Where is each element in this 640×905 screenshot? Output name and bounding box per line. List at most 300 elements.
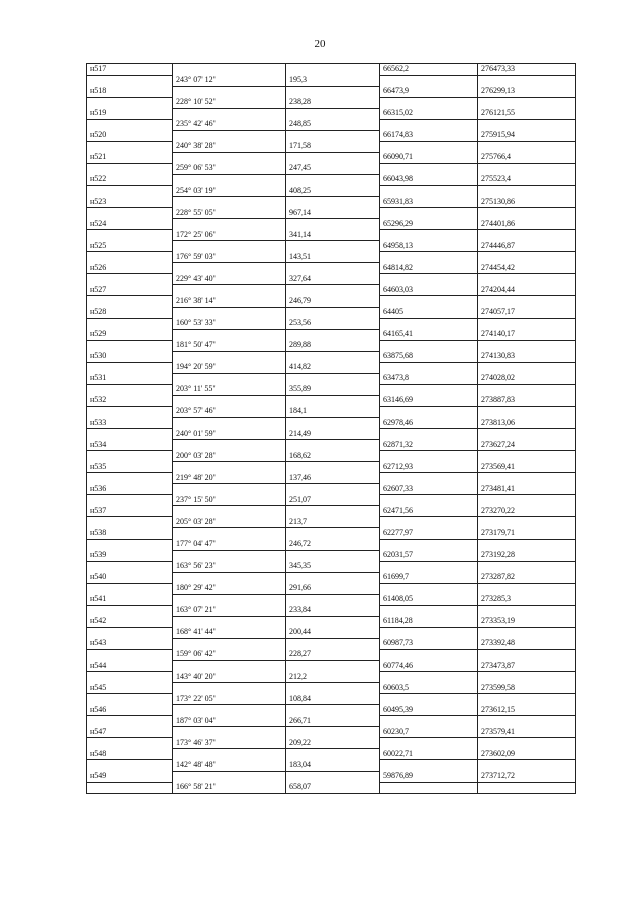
empty-cell (478, 429, 576, 440)
empty-cell (478, 782, 576, 794)
point-name: н533 (87, 418, 173, 429)
point-y: 273270,22 (478, 506, 576, 517)
point-y: 273285,3 (478, 594, 576, 605)
table-row (87, 97, 576, 108)
point-x: 62031,57 (380, 550, 478, 561)
point-y: 273599,58 (478, 683, 576, 694)
table-row (87, 561, 576, 572)
empty-cell (286, 572, 380, 583)
point-x: 64405 (380, 307, 478, 318)
point-x: 64165,41 (380, 329, 478, 340)
empty-cell (173, 749, 286, 760)
empty-cell (478, 539, 576, 550)
point-x: 64958,13 (380, 241, 478, 252)
table-row (87, 219, 576, 230)
point-x: 66473,9 (380, 86, 478, 97)
segment-angle: 187° 03' 04" (173, 716, 286, 727)
segment-angle: 166° 58' 21" (173, 782, 286, 794)
table-row (87, 517, 576, 528)
point-x: 66562,2 (380, 64, 478, 76)
segment-angle: 160° 53' 33" (173, 318, 286, 329)
point-y: 274140,17 (478, 329, 576, 340)
empty-cell (173, 727, 286, 738)
point-y: 275130,86 (478, 197, 576, 208)
empty-cell (173, 64, 286, 76)
segment-length: 184,1 (286, 406, 380, 417)
point-x: 66043,98 (380, 174, 478, 185)
empty-cell (87, 738, 173, 749)
empty-cell (478, 473, 576, 484)
point-y: 274446,87 (478, 241, 576, 252)
empty-cell (478, 340, 576, 351)
empty-cell (478, 208, 576, 219)
table-row (87, 683, 576, 694)
table-row (87, 451, 576, 462)
empty-cell (380, 605, 478, 616)
table-row (87, 86, 576, 97)
empty-cell (286, 506, 380, 517)
table-row (87, 263, 576, 274)
point-y: 275766,4 (478, 152, 576, 163)
point-x: 61408,05 (380, 594, 478, 605)
point-name: н547 (87, 727, 173, 738)
point-name: н529 (87, 329, 173, 340)
empty-cell (173, 506, 286, 517)
segment-angle: 240° 01' 59" (173, 429, 286, 440)
empty-cell (173, 594, 286, 605)
empty-cell (380, 274, 478, 285)
empty-cell (380, 97, 478, 108)
segment-length: 214,49 (286, 429, 380, 440)
table-row (87, 528, 576, 539)
table-row (87, 572, 576, 583)
empty-cell (87, 208, 173, 219)
empty-cell (173, 638, 286, 649)
empty-cell (380, 672, 478, 683)
empty-cell (286, 329, 380, 340)
point-name: н546 (87, 705, 173, 716)
point-y: 273481,41 (478, 484, 576, 495)
table-row (87, 395, 576, 406)
empty-cell (478, 274, 576, 285)
empty-cell (87, 517, 173, 528)
table-row (87, 440, 576, 451)
segment-length: 248,85 (286, 119, 380, 130)
table-row (87, 661, 576, 672)
empty-cell (380, 384, 478, 395)
segment-angle: 159° 06' 42" (173, 649, 286, 660)
empty-cell (286, 771, 380, 782)
empty-cell (87, 252, 173, 263)
empty-cell (478, 605, 576, 616)
point-y: 273887,83 (478, 395, 576, 406)
segment-length: 213,7 (286, 517, 380, 528)
empty-cell (478, 75, 576, 86)
empty-cell (380, 119, 478, 130)
segment-length: 171,58 (286, 141, 380, 152)
segment-angle: 173° 46' 37" (173, 738, 286, 749)
table-row (87, 749, 576, 760)
point-name: н549 (87, 771, 173, 782)
point-y: 274028,02 (478, 373, 576, 384)
empty-cell (173, 550, 286, 561)
point-name: н537 (87, 506, 173, 517)
segment-length: 212,2 (286, 672, 380, 683)
point-x: 65296,29 (380, 219, 478, 230)
table-row (87, 318, 576, 329)
segment-length: 341,14 (286, 230, 380, 241)
empty-cell (380, 429, 478, 440)
empty-cell (478, 738, 576, 749)
segment-angle: 237° 15' 50" (173, 495, 286, 506)
segment-angle: 181° 50' 47" (173, 340, 286, 351)
table-row (87, 539, 576, 550)
point-y: 274454,42 (478, 263, 576, 274)
empty-cell (380, 495, 478, 506)
segment-angle: 228° 10' 52" (173, 97, 286, 108)
empty-cell (173, 661, 286, 672)
empty-cell (286, 484, 380, 495)
empty-cell (173, 219, 286, 230)
table-row (87, 186, 576, 197)
point-x: 60987,73 (380, 638, 478, 649)
segment-angle: 172° 25' 06" (173, 230, 286, 241)
point-x: 66090,71 (380, 152, 478, 163)
empty-cell (380, 561, 478, 572)
empty-cell (286, 86, 380, 97)
empty-cell (87, 627, 173, 638)
table-row (87, 329, 576, 340)
table-row (87, 638, 576, 649)
empty-cell (286, 241, 380, 252)
empty-cell (380, 539, 478, 550)
empty-cell (380, 163, 478, 174)
empty-cell (87, 296, 173, 307)
empty-cell (173, 108, 286, 119)
empty-cell (478, 583, 576, 594)
segment-angle: 176° 59' 03" (173, 252, 286, 263)
empty-cell (478, 627, 576, 638)
segment-length: 327,64 (286, 274, 380, 285)
segment-length: 143,51 (286, 252, 380, 263)
empty-cell (87, 186, 173, 197)
empty-cell (87, 694, 173, 705)
segment-length: 168,62 (286, 451, 380, 462)
empty-cell (286, 64, 380, 76)
empty-cell (173, 572, 286, 583)
segment-length: 200,44 (286, 627, 380, 638)
point-x: 62607,33 (380, 484, 478, 495)
segment-length: 246,72 (286, 539, 380, 550)
empty-cell (380, 340, 478, 351)
table-row (87, 484, 576, 495)
empty-cell (87, 119, 173, 130)
empty-cell (478, 230, 576, 241)
empty-cell (87, 649, 173, 660)
point-y: 273712,72 (478, 771, 576, 782)
empty-cell (87, 782, 173, 794)
point-x: 65931,83 (380, 197, 478, 208)
empty-cell (286, 550, 380, 561)
empty-cell (173, 528, 286, 539)
point-name: н518 (87, 86, 173, 97)
point-y: 274057,17 (478, 307, 576, 318)
table-row (87, 429, 576, 440)
empty-cell (286, 661, 380, 672)
segment-angle: 235° 42' 46" (173, 119, 286, 130)
empty-cell (380, 141, 478, 152)
point-name: н520 (87, 130, 173, 141)
empty-cell (286, 307, 380, 318)
segment-angle: 163° 07' 21" (173, 605, 286, 616)
empty-cell (478, 451, 576, 462)
empty-cell (286, 285, 380, 296)
table-row (87, 605, 576, 616)
point-name: н527 (87, 285, 173, 296)
point-x: 62712,93 (380, 462, 478, 473)
table-row (87, 351, 576, 362)
empty-cell (478, 694, 576, 705)
empty-cell (286, 462, 380, 473)
empty-cell (478, 406, 576, 417)
point-name: н534 (87, 440, 173, 451)
segment-length: 108,84 (286, 694, 380, 705)
point-y: 273612,15 (478, 705, 576, 716)
table-row (87, 362, 576, 373)
empty-cell (286, 705, 380, 716)
point-x: 64814,82 (380, 263, 478, 274)
empty-cell (478, 141, 576, 152)
table-row (87, 296, 576, 307)
point-name: н524 (87, 219, 173, 230)
empty-cell (478, 561, 576, 572)
empty-cell (87, 318, 173, 329)
table-row (87, 550, 576, 561)
table-row (87, 782, 576, 794)
empty-cell (87, 583, 173, 594)
point-y: 274204,44 (478, 285, 576, 296)
empty-cell (380, 208, 478, 219)
point-x: 60022,71 (380, 749, 478, 760)
point-name: н535 (87, 462, 173, 473)
segment-angle: 254° 03' 19" (173, 186, 286, 197)
empty-cell (286, 418, 380, 429)
segment-angle: 142° 48' 48" (173, 760, 286, 771)
table-row (87, 163, 576, 174)
empty-cell (173, 484, 286, 495)
table-row (87, 307, 576, 318)
page-number: 20 (314, 38, 326, 50)
coordinates-table (86, 63, 576, 794)
empty-cell (87, 340, 173, 351)
segment-angle: 203° 11' 55" (173, 384, 286, 395)
segment-angle: 173° 22' 05" (173, 694, 286, 705)
point-x: 59876,89 (380, 771, 478, 782)
empty-cell (87, 495, 173, 506)
empty-cell (286, 197, 380, 208)
point-name: н522 (87, 174, 173, 185)
empty-cell (173, 395, 286, 406)
empty-cell (380, 451, 478, 462)
empty-cell (173, 329, 286, 340)
table-row (87, 495, 576, 506)
empty-cell (286, 108, 380, 119)
point-x: 63146,69 (380, 395, 478, 406)
empty-cell (173, 197, 286, 208)
segment-length: 238,28 (286, 97, 380, 108)
empty-cell (380, 230, 478, 241)
segment-angle: 240° 38' 28" (173, 141, 286, 152)
empty-cell (286, 263, 380, 274)
point-name: н523 (87, 197, 173, 208)
empty-cell (286, 351, 380, 362)
table-row (87, 672, 576, 683)
empty-cell (478, 362, 576, 373)
table-row (87, 108, 576, 119)
empty-cell (286, 749, 380, 760)
empty-cell (286, 683, 380, 694)
point-y: 273392,48 (478, 638, 576, 649)
point-y: 273353,19 (478, 616, 576, 627)
point-name: н517 (87, 64, 173, 76)
point-x: 61699,7 (380, 572, 478, 583)
empty-cell (87, 716, 173, 727)
empty-cell (478, 760, 576, 771)
empty-cell (380, 318, 478, 329)
table-row (87, 340, 576, 351)
table-row (87, 197, 576, 208)
empty-cell (380, 760, 478, 771)
point-y: 273192,28 (478, 550, 576, 561)
empty-cell (87, 384, 173, 395)
table-row (87, 141, 576, 152)
empty-cell (478, 672, 576, 683)
empty-cell (87, 406, 173, 417)
segment-length: 195,3 (286, 75, 380, 86)
point-name: н545 (87, 683, 173, 694)
point-x: 63473,8 (380, 373, 478, 384)
empty-cell (286, 130, 380, 141)
empty-cell (286, 727, 380, 738)
empty-cell (380, 694, 478, 705)
empty-cell (380, 782, 478, 794)
empty-cell (286, 373, 380, 384)
point-x: 66174,83 (380, 130, 478, 141)
empty-cell (380, 186, 478, 197)
empty-cell (87, 75, 173, 86)
table-row (87, 649, 576, 660)
empty-cell (380, 738, 478, 749)
point-y: 273579,41 (478, 727, 576, 738)
point-y: 273179,71 (478, 528, 576, 539)
empty-cell (173, 285, 286, 296)
segment-angle: 219° 48' 20" (173, 473, 286, 484)
segment-length: 967,14 (286, 208, 380, 219)
point-name: н548 (87, 749, 173, 760)
empty-cell (286, 594, 380, 605)
empty-cell (286, 528, 380, 539)
empty-cell (173, 152, 286, 163)
empty-cell (87, 760, 173, 771)
point-x: 62277,97 (380, 528, 478, 539)
point-x: 60774,46 (380, 661, 478, 672)
empty-cell (380, 75, 478, 86)
empty-cell (380, 649, 478, 660)
segment-angle: 180° 29' 42" (173, 583, 286, 594)
empty-cell (478, 119, 576, 130)
point-name: н539 (87, 550, 173, 561)
empty-cell (380, 716, 478, 727)
empty-cell (173, 263, 286, 274)
point-y: 276299,13 (478, 86, 576, 97)
table-row (87, 771, 576, 782)
empty-cell (87, 230, 173, 241)
empty-cell (173, 373, 286, 384)
point-name: н543 (87, 638, 173, 649)
table-row (87, 473, 576, 484)
empty-cell (173, 307, 286, 318)
segment-length: 247,45 (286, 163, 380, 174)
point-name: н519 (87, 108, 173, 119)
empty-cell (87, 97, 173, 108)
segment-angle: 205° 03' 28" (173, 517, 286, 528)
segment-angle: 229° 43' 40" (173, 274, 286, 285)
point-name: н530 (87, 351, 173, 362)
segment-angle: 259° 06' 53" (173, 163, 286, 174)
empty-cell (173, 174, 286, 185)
segment-length: 408,25 (286, 186, 380, 197)
point-x: 62978,46 (380, 418, 478, 429)
empty-cell (380, 296, 478, 307)
segment-angle: 163° 56' 23" (173, 561, 286, 572)
table-row (87, 384, 576, 395)
empty-cell (478, 296, 576, 307)
table-row (87, 174, 576, 185)
table-row (87, 406, 576, 417)
point-x: 60495,39 (380, 705, 478, 716)
segment-angle: 168° 41' 44" (173, 627, 286, 638)
point-y: 275915,94 (478, 130, 576, 141)
empty-cell (286, 219, 380, 230)
point-name: н528 (87, 307, 173, 318)
table-row (87, 738, 576, 749)
empty-cell (87, 274, 173, 285)
point-name: н526 (87, 263, 173, 274)
empty-cell (478, 186, 576, 197)
empty-cell (87, 451, 173, 462)
table-row (87, 252, 576, 263)
point-y: 273473,87 (478, 661, 576, 672)
empty-cell (286, 616, 380, 627)
empty-cell (380, 473, 478, 484)
segment-length: 266,71 (286, 716, 380, 727)
segment-angle: 194° 20' 59" (173, 362, 286, 373)
table-row (87, 506, 576, 517)
empty-cell (87, 362, 173, 373)
table-row (87, 208, 576, 219)
empty-cell (87, 141, 173, 152)
table-row (87, 230, 576, 241)
empty-cell (87, 163, 173, 174)
segment-length: 289,88 (286, 340, 380, 351)
empty-cell (173, 418, 286, 429)
point-y: 273627,24 (478, 440, 576, 451)
segment-angle: 243° 07' 12" (173, 75, 286, 86)
segment-length: 233,84 (286, 605, 380, 616)
empty-cell (173, 351, 286, 362)
table-row (87, 241, 576, 252)
point-y: 273569,41 (478, 462, 576, 473)
